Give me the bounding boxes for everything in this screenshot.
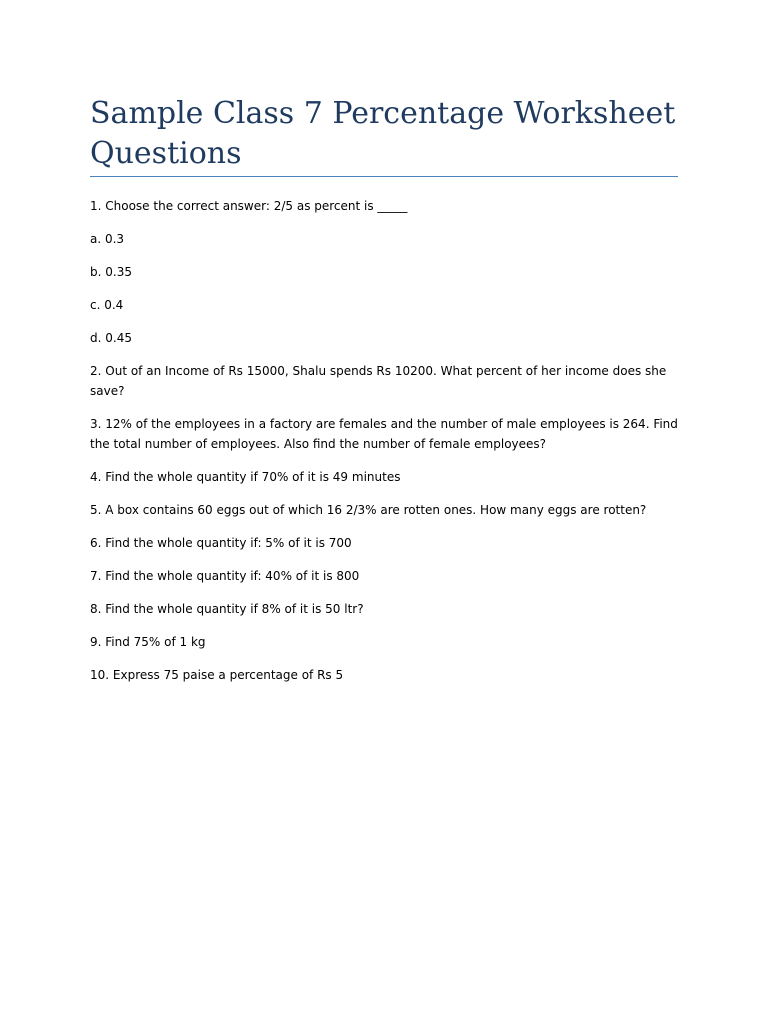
- question-1: 1. Choose the correct answer: 2/5 as percent is _____: [90, 199, 408, 213]
- option-c: c. 0.4: [90, 298, 124, 312]
- option-b: b. 0.35: [90, 265, 132, 279]
- option-d: d. 0.45: [90, 331, 132, 345]
- question-4: 4. Find the whole quantity if 70% of it is 49 minutes: [90, 470, 401, 484]
- question-2: 2. Out of an Income of Rs 15000, Shalu spends Rs 10200. What percent of her income does she save?: [90, 364, 667, 398]
- question-8: 8. Find the whole quantity if 8% of it is 50 ltr?: [90, 602, 364, 616]
- question-5: 5. A box contains 60 eggs out of which 16 2/3% are rotten ones. How many eggs are rotten?: [90, 503, 647, 517]
- question-3: 3. 12% of the employees in a factory are females and the number of male employees is 264. Find the total number of employees. Also find the number of female employees?: [90, 417, 678, 451]
- page-title: Sample Class 7 Percentage Worksheet Questions: [90, 96, 676, 171]
- question-9: 9. Find 75% of 1 kg: [90, 635, 206, 649]
- question-10: 10. Express 75 paise a percentage of Rs 5: [90, 668, 344, 682]
- title-underline-divider: [90, 176, 678, 177]
- option-a: a. 0.3: [90, 232, 125, 246]
- question-6: 6. Find the whole quantity if: 5% of it is 700: [90, 536, 352, 550]
- question-7: 7. Find the whole quantity if: 40% of it is 800: [90, 569, 360, 583]
- worksheet-body: [90, 196, 680, 698]
